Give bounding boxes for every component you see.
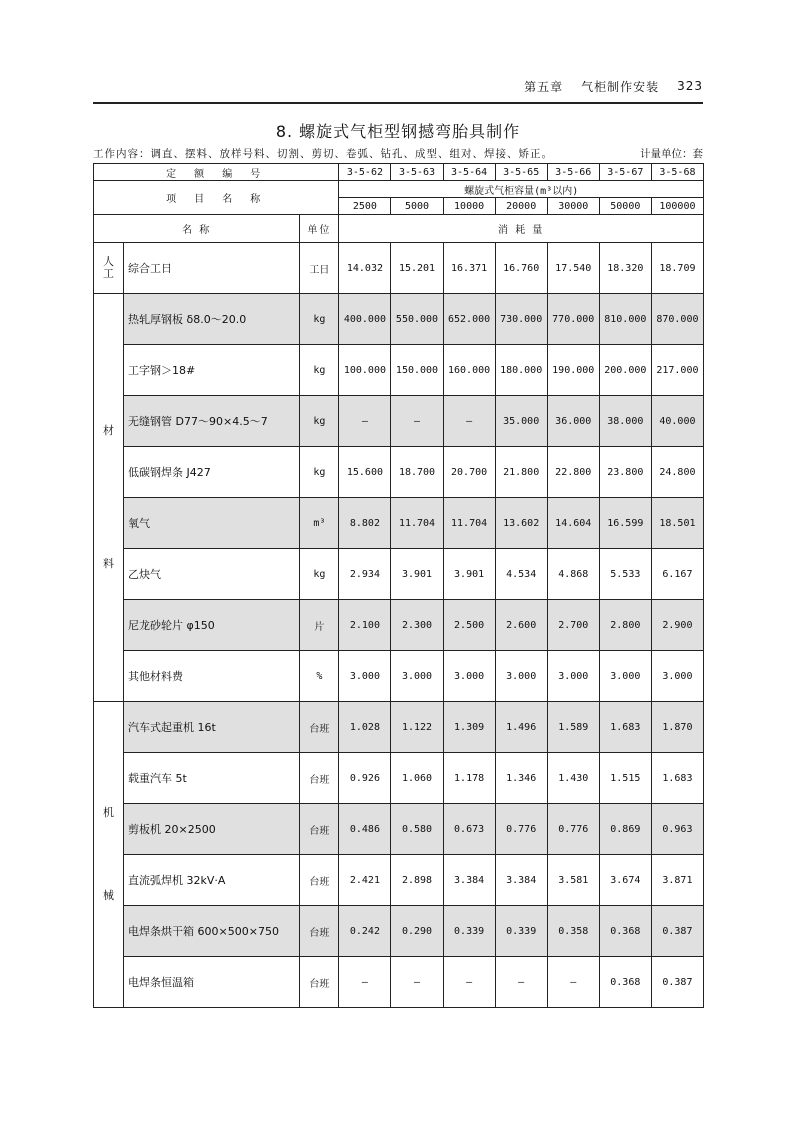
page-header [93,70,703,104]
row-value: 3.000 [547,651,599,702]
row-value: 1.496 [495,702,547,753]
row-value: 21.800 [495,447,547,498]
row-unit: 台班 [300,753,339,804]
quota-code: 3-5-66 [547,164,599,181]
row-value: 0.368 [599,957,651,1008]
row-value: 2.700 [547,600,599,651]
table-row [94,600,704,651]
row-name: 电焊条恒温箱 [124,957,300,1008]
row-value: 0.776 [495,804,547,855]
row-value: 3.384 [495,855,547,906]
row-value: 16.371 [443,243,495,294]
row-value: 2.600 [495,600,547,651]
table-row [94,498,704,549]
row-value: 180.000 [495,345,547,396]
row-value: — [443,957,495,1008]
row-value: — [443,396,495,447]
table-row [94,651,704,702]
table-row [94,243,704,294]
row-name: 乙炔气 [124,549,300,600]
category-cell-material [94,294,124,702]
capacity-value: 50000 [599,198,651,215]
row-value: 3.901 [391,549,443,600]
table-row [94,957,704,1008]
row-value: 8.802 [339,498,391,549]
row-unit: 片 [300,600,339,651]
quota-code: 3-5-64 [443,164,495,181]
row-value: 0.486 [339,804,391,855]
row-unit: 台班 [300,906,339,957]
work-content: 工作内容：调直、摆料、放样号料、切割、剪切、卷弧、钻孔、成型、组对、焊接、矫正。 [93,148,553,160]
row-value: 3.581 [547,855,599,906]
table-row [94,906,704,957]
table-row [94,447,704,498]
row-value: 17.540 [547,243,599,294]
row-value: 18.320 [599,243,651,294]
column-header-consumption: 消 耗 量 [339,215,704,243]
row-value: 0.673 [443,804,495,855]
row-name: 热轧厚钢板 δ8.0～20.0 [124,294,300,345]
row-value: 6.167 [651,549,703,600]
row-value: 18.709 [651,243,703,294]
row-value: 3.901 [443,549,495,600]
row-name: 工字钢＞18# [124,345,300,396]
table-row [94,753,704,804]
capacity-value: 5000 [391,198,443,215]
row-unit: kg [300,345,339,396]
row-name: 低碳钢焊条 J427 [124,447,300,498]
row-unit: % [300,651,339,702]
row-value: 1.515 [599,753,651,804]
row-value: 0.869 [599,804,651,855]
row-unit: kg [300,294,339,345]
category-char: 人 [103,254,115,268]
row-name: 氧气 [124,498,300,549]
row-value: 16.760 [495,243,547,294]
category-char: 料 [103,556,115,570]
row-value: 217.000 [651,345,703,396]
capacity-value: 100000 [651,198,703,215]
category-char: 机 [103,806,115,820]
row-value: 3.000 [599,651,651,702]
row-value: 11.704 [391,498,443,549]
row-value: 22.800 [547,447,599,498]
row-value: 2.934 [339,549,391,600]
row-value: 1.683 [651,753,703,804]
row-value: 15.600 [339,447,391,498]
row-value: 400.000 [339,294,391,345]
capacity-value: 30000 [547,198,599,215]
chapter-label: 第五章 [524,79,564,94]
row-unit: 工日 [300,243,339,294]
row-value: 0.290 [391,906,443,957]
quota-code-label: 定 额 编 号 [94,164,339,181]
table-row [94,396,704,447]
quota-code: 3-5-65 [495,164,547,181]
row-value: 5.533 [599,549,651,600]
item-name-label: 项 目 名 称 [94,181,339,215]
row-value: 1.430 [547,753,599,804]
row-name: 载重汽车 5t [124,753,300,804]
category-cell-machine [94,702,124,1008]
row-value: 1.683 [599,702,651,753]
row-value: 0.358 [547,906,599,957]
row-value: 870.000 [651,294,703,345]
row-value: — [547,957,599,1008]
quota-code: 3-5-68 [651,164,703,181]
row-value: 3.384 [443,855,495,906]
row-value: 16.599 [599,498,651,549]
row-value: — [495,957,547,1008]
row-name: 剪板机 20×2500 [124,804,300,855]
row-name: 其他材料费 [124,651,300,702]
row-value: 3.000 [443,651,495,702]
row-value: 11.704 [443,498,495,549]
table-row [94,855,704,906]
row-value: 2.800 [599,600,651,651]
capacity-value: 10000 [443,198,495,215]
row-value: 13.602 [495,498,547,549]
row-value: 0.339 [495,906,547,957]
table-row [94,549,704,600]
row-value: — [391,396,443,447]
row-value: 14.604 [547,498,599,549]
row-value: 4.534 [495,549,547,600]
row-value: 0.339 [443,906,495,957]
row-name: 直流弧焊机 32kV·A [124,855,300,906]
row-value: 15.201 [391,243,443,294]
row-value: 810.000 [599,294,651,345]
row-unit: 台班 [300,804,339,855]
page-number: 323 [677,79,703,93]
row-value: 160.000 [443,345,495,396]
row-value: 18.700 [391,447,443,498]
row-unit: kg [300,447,339,498]
row-value: — [339,957,391,1008]
row-value: 0.580 [391,804,443,855]
row-value: 1.178 [443,753,495,804]
row-value: 18.501 [651,498,703,549]
section-label: 气柜制作安装 [581,79,660,94]
row-name: 无缝钢管 D77～90×4.5～7 [124,396,300,447]
row-value: 36.000 [547,396,599,447]
row-value: 770.000 [547,294,599,345]
row-name: 电焊条烘干箱 600×500×750 [124,906,300,957]
row-value: 0.926 [339,753,391,804]
column-header-name: 名 称 [94,215,300,243]
row-value: 3.000 [495,651,547,702]
table-row [94,804,704,855]
quota-code: 3-5-63 [391,164,443,181]
row-value: 1.309 [443,702,495,753]
row-value: 0.387 [651,906,703,957]
category-char: 械 [103,888,115,902]
row-value: 38.000 [599,396,651,447]
category-char: 工 [103,267,115,280]
row-value: 3.000 [339,651,391,702]
row-value: 20.700 [443,447,495,498]
row-unit: 台班 [300,855,339,906]
row-value: 1.028 [339,702,391,753]
row-value: 200.000 [599,345,651,396]
row-name: 综合工日 [124,243,300,294]
row-value: 2.500 [443,600,495,651]
row-value: 0.368 [599,906,651,957]
row-unit: m³ [300,498,339,549]
row-value: — [391,957,443,1008]
capacity-value: 20000 [495,198,547,215]
row-value: 550.000 [391,294,443,345]
row-value: — [339,396,391,447]
table-row [94,345,704,396]
row-unit: kg [300,549,339,600]
quota-code: 3-5-62 [339,164,391,181]
row-value: 100.000 [339,345,391,396]
column-header-unit: 单位 [300,215,339,243]
row-value: 730.000 [495,294,547,345]
row-value: 1.122 [391,702,443,753]
row-value: 652.000 [443,294,495,345]
row-value: 2.421 [339,855,391,906]
row-value: 40.000 [651,396,703,447]
row-value: 4.868 [547,549,599,600]
quota-table [93,163,704,1008]
row-value: 190.000 [547,345,599,396]
row-value: 2.900 [651,600,703,651]
capacity-value: 2500 [339,198,391,215]
row-value: 0.387 [651,957,703,1008]
row-value: 2.300 [391,600,443,651]
row-value: 1.346 [495,753,547,804]
category-char: 材 [103,424,115,438]
table-row [94,702,704,753]
row-value: 3.871 [651,855,703,906]
row-value: 150.000 [391,345,443,396]
row-value: 0.776 [547,804,599,855]
row-value: 0.963 [651,804,703,855]
row-value: 2.898 [391,855,443,906]
capacity-label: 螺旋式气柜容量(m³以内) [339,181,704,198]
category-cell-labor [94,243,124,294]
row-value: 14.032 [339,243,391,294]
row-unit: kg [300,396,339,447]
row-value: 2.100 [339,600,391,651]
row-value: 35.000 [495,396,547,447]
row-value: 1.589 [547,702,599,753]
work-content-line [93,146,703,161]
row-value: 1.060 [391,753,443,804]
row-unit: 台班 [300,702,339,753]
row-value: 3.000 [651,651,703,702]
row-value: 1.870 [651,702,703,753]
table-row [94,294,704,345]
row-name: 汽车式起重机 16t [124,702,300,753]
row-unit: 台班 [300,957,339,1008]
quota-code: 3-5-67 [599,164,651,181]
row-value: 3.000 [391,651,443,702]
row-value: 0.242 [339,906,391,957]
row-value: 3.674 [599,855,651,906]
unit-label: 计量单位：套 [640,148,703,160]
row-value: 23.800 [599,447,651,498]
page-title: 8. 螺旋式气柜型钢撼弯胎具制作 [275,122,521,141]
row-value: 24.800 [651,447,703,498]
row-name: 尼龙砂轮片 φ150 [124,600,300,651]
